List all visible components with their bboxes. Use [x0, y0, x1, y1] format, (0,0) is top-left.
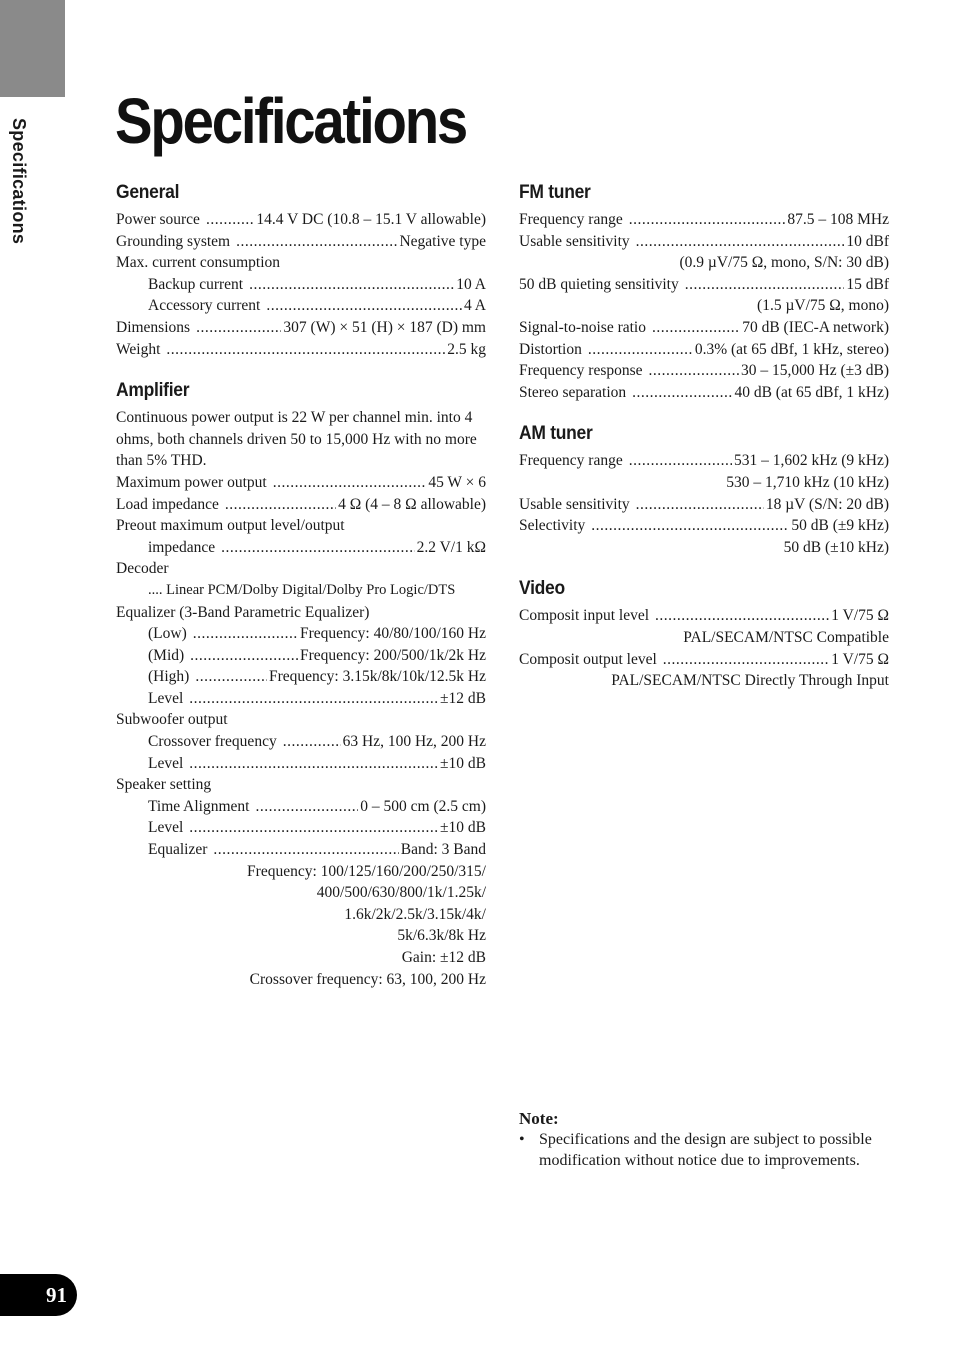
spec-value: 18 µV (S/N: 20 dB) [765, 495, 889, 513]
spec-value: 63 Hz, 100 Hz, 200 Hz [342, 733, 486, 751]
leader-dots [632, 382, 732, 404]
spec-value: 15 dBf [846, 275, 889, 293]
video-section [519, 578, 889, 691]
note-block [519, 1108, 879, 1171]
spec-row [116, 339, 486, 361]
spec-label: Frequency response [519, 362, 643, 380]
spec-value: 0 – 500 cm (2.5 cm) [360, 797, 486, 815]
leader-dots [195, 666, 267, 688]
spec-value: Frequency: 40/80/100/160 Hz [300, 625, 486, 643]
spec-row [116, 295, 486, 317]
spec-label: Dimensions [116, 318, 191, 336]
spec-row [116, 537, 486, 559]
spec-value: ±10 dB [440, 754, 486, 772]
spec-value: Band: 3 Band [400, 841, 486, 859]
eq-frequency-line: 5k/6.3k/8k Hz [397, 927, 486, 945]
spec-label: Level [148, 754, 184, 772]
continuous-power-text: Continuous power output is 22 W per channel min. into 4 ohms, both channels driven 50 to 15,000 Hz with no more than 5% THD. [116, 409, 477, 470]
spec-value: 531 – 1,602 kHz (9 kHz) [734, 452, 889, 470]
leader-dots [213, 839, 398, 861]
spec-label: impedance [148, 538, 216, 556]
spec-label: Level [148, 689, 184, 707]
right-column [519, 182, 889, 712]
spec-row [116, 274, 486, 296]
spec-label: Maximum power output [116, 473, 267, 491]
spec-value: 4 A [464, 297, 486, 315]
spec-value: 30 – 15,000 Hz (±3 dB) [741, 362, 889, 380]
spec-row [519, 231, 889, 253]
left-column [116, 182, 486, 1010]
leader-dots [685, 274, 845, 296]
spec-value: Negative type [399, 232, 486, 250]
leader-dots [225, 494, 336, 516]
spec-value: 50 dB (±9 kHz) [791, 517, 889, 535]
spec-note: (1.5 µV/75 Ω, mono) [757, 297, 889, 315]
spec-note: PAL/SECAM/NTSC Directly Through Input [611, 672, 889, 690]
spec-value: 14.4 V DC (10.8 – 15.1 V allowable) [256, 211, 486, 228]
spec-row [116, 839, 486, 861]
leader-dots [166, 339, 445, 361]
leader-dots [189, 817, 438, 839]
spec-row [116, 688, 486, 710]
spec-row [519, 605, 889, 627]
spec-group-label: Equalizer (3-Band Parametric Equalizer) [116, 603, 370, 621]
spec-row [519, 494, 889, 516]
spec-row [519, 317, 889, 339]
eq-frequency-line: Frequency: 100/125/160/200/250/315/ [247, 862, 486, 880]
eq-frequency-line: 400/500/630/800/1k/1.25k/ [316, 884, 486, 902]
page-number: 91 [46, 1283, 67, 1307]
leader-dots [249, 274, 454, 296]
decoder-value: .... Linear PCM/Dolby Digital/Dolby Pro Logic/DTS [148, 581, 456, 598]
spec-note: 50 dB (±10 kHz) [783, 538, 889, 556]
leader-dots [189, 688, 438, 710]
spec-value: Frequency: 200/500/1k/2k Hz [300, 646, 486, 664]
spec-label: Selectivity [519, 517, 586, 535]
spec-row [116, 753, 486, 775]
spec-value: 1 V/75 Ω [831, 650, 889, 668]
spec-row [116, 645, 486, 667]
leader-dots [591, 515, 789, 537]
spec-label: Load impedance [116, 495, 219, 513]
spec-row [116, 796, 486, 818]
spec-label: Frequency range [519, 211, 623, 228]
spec-label: Backup current [148, 275, 244, 293]
spec-value: 2.2 V/1 kΩ [416, 538, 486, 556]
page-number-badge [0, 1274, 77, 1316]
spec-label: Composit output level [519, 650, 657, 668]
note-text: Specifications and the design are subject to possible modification without notice due to improvements. [539, 1131, 872, 1169]
spec-label: Stereo separation [519, 383, 627, 401]
amplifier-section [116, 380, 486, 990]
page-title: Specifications [115, 85, 467, 157]
eq-frequency-line: 1.6k/2k/2.5k/3.15k/4k/ [344, 905, 486, 923]
spec-value: 4 Ω (4 – 8 Ω allowable) [338, 495, 486, 513]
spec-group-label: Preout maximum output level/output [116, 517, 345, 535]
spec-note: 530 – 1,710 kHz (10 kHz) [726, 473, 889, 491]
spec-value: ±10 dB [440, 819, 486, 837]
spec-row [519, 382, 889, 404]
leader-dots [655, 605, 829, 627]
spec-label: Signal-to-noise ratio [519, 318, 646, 336]
note-title: Note: [519, 1109, 559, 1128]
spec-note: PAL/SECAM/NTSC Compatible [683, 628, 889, 646]
bullet-icon: • [519, 1131, 525, 1148]
spec-label: (Mid) [148, 646, 185, 664]
spec-row [519, 209, 889, 231]
spec-label: Distortion [519, 340, 582, 358]
spec-group-label: Subwoofer output [116, 711, 228, 729]
side-tab-marker [0, 0, 65, 97]
am-tuner-heading: AM tuner [519, 423, 593, 445]
leader-dots [283, 731, 341, 753]
spec-row [116, 666, 486, 688]
spec-label: (Low) [148, 625, 187, 643]
spec-value: 10 A [456, 275, 486, 293]
spec-value: 0.3% (at 65 dBf, 1 kHz, stereo) [694, 340, 889, 358]
spec-row [519, 339, 889, 361]
spec-label: Equalizer [148, 841, 208, 859]
leader-dots [193, 623, 298, 645]
leader-dots [652, 317, 740, 339]
note-item [519, 1130, 879, 1171]
spec-row [116, 817, 486, 839]
spec-label: Weight [116, 340, 161, 358]
spec-value: Frequency: 3.15k/8k/10k/12.5k Hz [269, 668, 486, 686]
general-section [116, 182, 486, 360]
spec-label: Composit input level [519, 607, 650, 625]
spec-value: 40 dB (at 65 dBf, 1 kHz) [734, 383, 889, 401]
spec-value: 87.5 – 108 MHz [787, 211, 889, 228]
spec-row [519, 450, 889, 472]
spec-label: Grounding system [116, 232, 231, 250]
spec-note: (0.9 µV/75 Ω, mono, S/N: 30 dB) [679, 254, 889, 272]
spec-value: 45 W × 6 [428, 473, 486, 491]
leader-dots [206, 209, 254, 231]
fm-tuner-heading: FM tuner [519, 182, 591, 203]
spec-label: 50 dB quieting sensitivity [519, 275, 679, 293]
leader-dots [190, 645, 298, 667]
leader-dots [636, 231, 845, 253]
leader-dots [266, 295, 462, 317]
spec-value: 307 (W) × 51 (H) × 187 (D) mm [283, 318, 486, 336]
spec-label: Crossover frequency [148, 733, 277, 751]
spec-label: Usable sensitivity [519, 232, 630, 250]
eq-gain-line: Gain: ±12 dB [401, 949, 486, 966]
spec-value: 10 dBf [846, 232, 889, 250]
leader-dots [588, 339, 693, 361]
spec-row [116, 731, 486, 753]
spec-group-label: Speaker setting [116, 776, 212, 794]
spec-row [116, 623, 486, 645]
spec-value: ±12 dB [440, 689, 486, 707]
leader-dots [189, 753, 438, 775]
leader-dots [649, 360, 739, 382]
spec-label: Time Alignment [148, 797, 250, 815]
spec-row [116, 494, 486, 516]
leader-dots [236, 231, 397, 253]
spec-row [116, 472, 486, 494]
leader-dots [273, 472, 427, 494]
spec-group-label: Decoder [116, 560, 169, 578]
amplifier-heading: Amplifier [116, 380, 190, 402]
spec-label: Frequency range [519, 452, 623, 470]
spec-row [116, 317, 486, 339]
spec-row [519, 274, 889, 296]
side-section-label: Specifications [9, 118, 29, 245]
spec-row [519, 515, 889, 537]
spec-row [116, 231, 486, 253]
spec-row [519, 649, 889, 671]
general-heading: General [116, 182, 180, 203]
leader-dots [636, 494, 764, 516]
spec-row [116, 209, 486, 231]
leader-dots [629, 450, 732, 472]
spec-label: Accessory current [148, 297, 261, 315]
leader-dots [255, 796, 358, 818]
leader-dots [196, 317, 281, 339]
spec-row [519, 360, 889, 382]
spec-value: 2.5 kg [447, 340, 486, 358]
leader-dots [663, 649, 829, 671]
am-tuner-section [519, 423, 889, 558]
spec-label: Level [148, 819, 184, 837]
spec-value: 70 dB (IEC-A network) [742, 318, 889, 336]
spec-label: Usable sensitivity [519, 495, 630, 513]
leader-dots [221, 537, 414, 559]
leader-dots [629, 209, 786, 231]
spec-label: Power source [116, 211, 200, 228]
spec-group-label: Max. current consumption [116, 254, 281, 272]
video-heading: Video [519, 578, 565, 600]
fm-tuner-section [519, 182, 889, 403]
eq-crossover-line: Crossover frequency: 63, 100, 200 Hz [249, 970, 486, 988]
spec-label: (High) [148, 668, 190, 686]
spec-value: 1 V/75 Ω [831, 607, 889, 625]
